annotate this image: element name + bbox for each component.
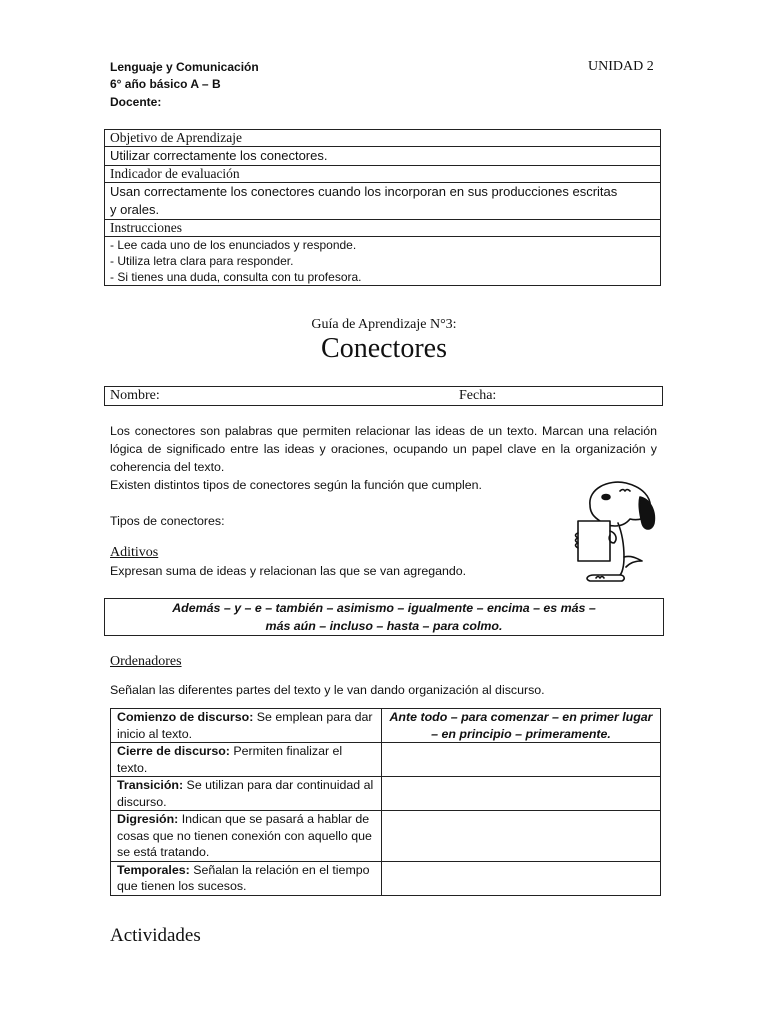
ordenador-definition: Comienzo de discurso: Se emplean para dar inicio al texto. xyxy=(111,709,382,743)
table-row xyxy=(111,709,661,743)
intro-paragraph: Los conectores son palabras que permiten relacionar las ideas de un texto. Marcan una relación lógica de significado entre las ideas y oraciones, ocupando un papel clave en la organización y coherencia del texto. xyxy=(110,424,657,474)
teacher-label: Docente: xyxy=(110,95,162,109)
ordenador-examples-empty[interactable] xyxy=(382,861,661,895)
indicator-value: Usan correctamente los conectores cuando los incorporan en sus producciones escritas y orales. xyxy=(105,183,661,220)
ordenador-definition: Digresión: Indican que se pasará a hablar de cosas que no tienen conexión con aquello que se está tratando. xyxy=(111,811,382,862)
activities-title: Actividades xyxy=(110,925,201,946)
ordenador-term: Digresión: xyxy=(117,812,179,826)
student-info-box xyxy=(104,386,663,406)
ordenador-term: Comienzo de discurso: xyxy=(117,710,254,724)
ordenador-examples-empty[interactable] xyxy=(382,777,661,811)
learning-info-table xyxy=(104,129,661,286)
instruction-item: - Si tienes una duda, consulta con tu profesora. xyxy=(110,270,362,284)
ordenador-definition: Transición: Se utilizan para dar continuidad al discurso. xyxy=(111,777,382,811)
types-line: Existen distintos tipos de conectores según la función que cumplen. xyxy=(110,478,482,492)
table-row xyxy=(111,861,661,895)
instruction-item: - Utiliza letra clara para responder. xyxy=(110,254,294,268)
ordenadores-table xyxy=(110,708,661,896)
name-field-label: Nombre: xyxy=(110,388,160,403)
ordenador-examples-empty[interactable] xyxy=(382,811,661,862)
guide-subtitle: Guía de Aprendizaje N°3: xyxy=(311,317,457,332)
subject-label: Lenguaje y Comunicación xyxy=(110,60,259,74)
aditivos-title: Aditivos xyxy=(110,545,159,560)
indicator-label: Indicador de evaluación xyxy=(105,166,661,183)
table-row xyxy=(111,811,661,862)
aditivos-examples-line2: más aún – incluso – hasta – para colmo. xyxy=(265,619,503,633)
instructions-list xyxy=(105,237,661,286)
objective-value: Utilizar correctamente los conectores. xyxy=(105,147,661,166)
instruction-item: - Lee cada uno de los enunciados y responde. xyxy=(110,238,357,252)
instructions-label: Instrucciones xyxy=(105,220,661,237)
ordenador-term: Temporales: xyxy=(117,862,190,877)
aditivos-examples-box xyxy=(104,598,664,636)
grade-label: 6° año básico A – B xyxy=(110,77,221,91)
ordenador-examples-empty[interactable] xyxy=(382,743,661,777)
ordenadores-description: Señalan las diferentes partes del texto y le van dando organización al discurso. xyxy=(110,683,545,697)
types-heading: Tipos de conectores: xyxy=(110,514,225,528)
unit-label: UNIDAD 2 xyxy=(588,59,654,74)
aditivos-description: Expresan suma de ideas y relacionan las que se van agregando. xyxy=(110,564,467,578)
aditivos-examples-line1: Además – y – e – también – asimismo – igualmente – encima – es más – xyxy=(172,601,596,615)
guide-title: Conectores xyxy=(321,333,447,364)
table-row xyxy=(111,743,661,777)
objective-label: Objetivo de Aprendizaje xyxy=(105,130,661,147)
date-field-label: Fecha: xyxy=(459,388,497,403)
ordenador-term: Cierre de discurso: xyxy=(117,744,230,758)
ordenadores-title: Ordenadores xyxy=(110,654,182,669)
ordenador-term: Transición: xyxy=(117,778,184,792)
ordenador-examples: Ante todo – para comenzar – en primer lugar – en principio – primeramente. xyxy=(382,709,661,743)
ordenador-definition: Cierre de discurso: Permiten finalizar el texto. xyxy=(111,743,382,777)
ordenador-definition: Temporales: Señalan la relación en el tiempo que tienen los sucesos. xyxy=(111,861,382,895)
table-row xyxy=(111,777,661,811)
